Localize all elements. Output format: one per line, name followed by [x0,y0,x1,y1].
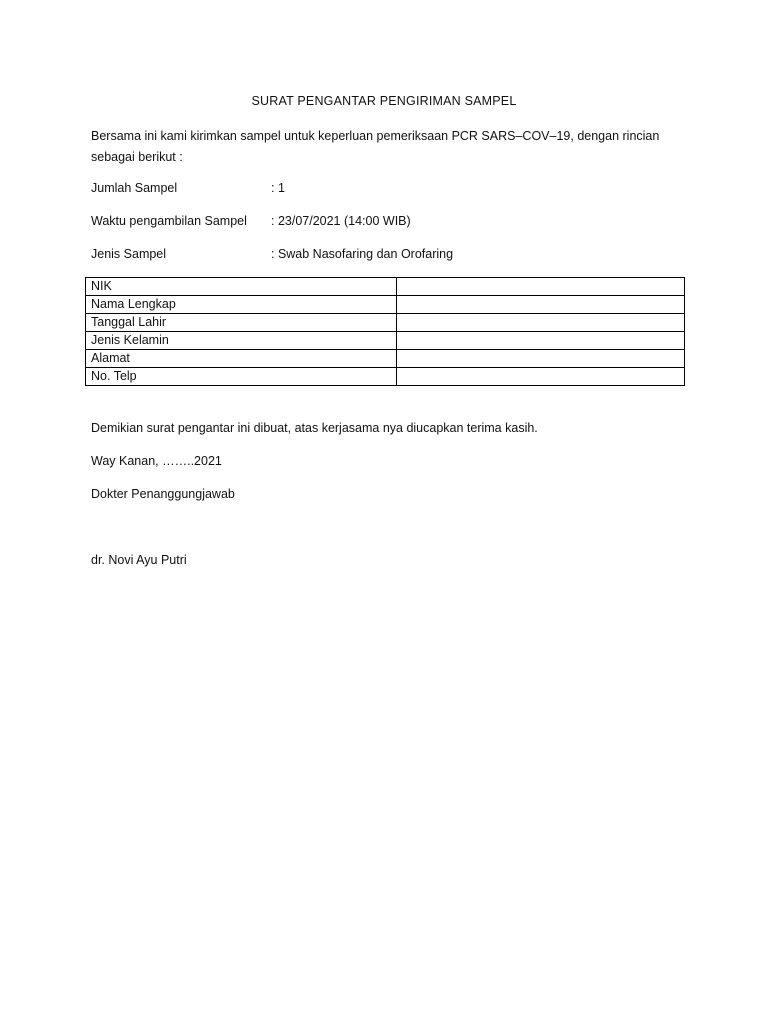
signer-title: Dokter Penanggungjawab [91,487,235,501]
field-value: : 1 [271,181,285,195]
table-cell-label: Jenis Kelamin [86,332,397,350]
table-cell-value [397,350,685,368]
table-cell-label: No. Telp [86,368,397,386]
field-label: Jenis Sampel [91,247,167,261]
table-cell-value [397,278,685,296]
field-label: Waktu pengambilan Sampel [91,214,247,228]
field-jumlah-sampel [91,179,285,197]
table-row [86,368,685,386]
table-cell-value [397,332,685,350]
table-cell-value [397,314,685,332]
patient-info-table [85,277,685,386]
letter-title: SURAT PENGANTAR PENGIRIMAN SAMPEL [251,94,517,108]
table-row [86,296,685,314]
table-row [86,332,685,350]
table-cell-value [397,368,685,386]
field-label: Jumlah Sampel [91,181,178,195]
table-row [86,278,685,296]
table-cell-label: Alamat [86,350,397,368]
table-cell-label: NIK [86,278,397,296]
place-date: Way Kanan, ……..2021 [91,454,222,468]
table-cell-value [397,296,685,314]
field-value: : Swab Nasofaring dan Orofaring [271,247,454,261]
intro-paragraph: Bersama ini kami kirimkan sampel untuk keperluan pemeriksaan PCR SARS–COV–19, dengan rincian sebagai berikut : [91,129,660,164]
signer-name: dr. Novi Ayu Putri [91,553,187,567]
table-row [86,314,685,332]
table-cell-label: Tanggal Lahir [86,314,397,332]
table-row [86,350,685,368]
field-value: : 23/07/2021 (14:00 WIB) [271,214,411,228]
field-waktu-pengambilan [91,212,411,230]
closing-sentence: Demikian surat pengantar ini dibuat, atas kerjasama nya diucapkan terima kasih. [91,421,538,435]
field-jenis-sampel [91,245,453,263]
table-cell-label: Nama Lengkap [86,296,397,314]
